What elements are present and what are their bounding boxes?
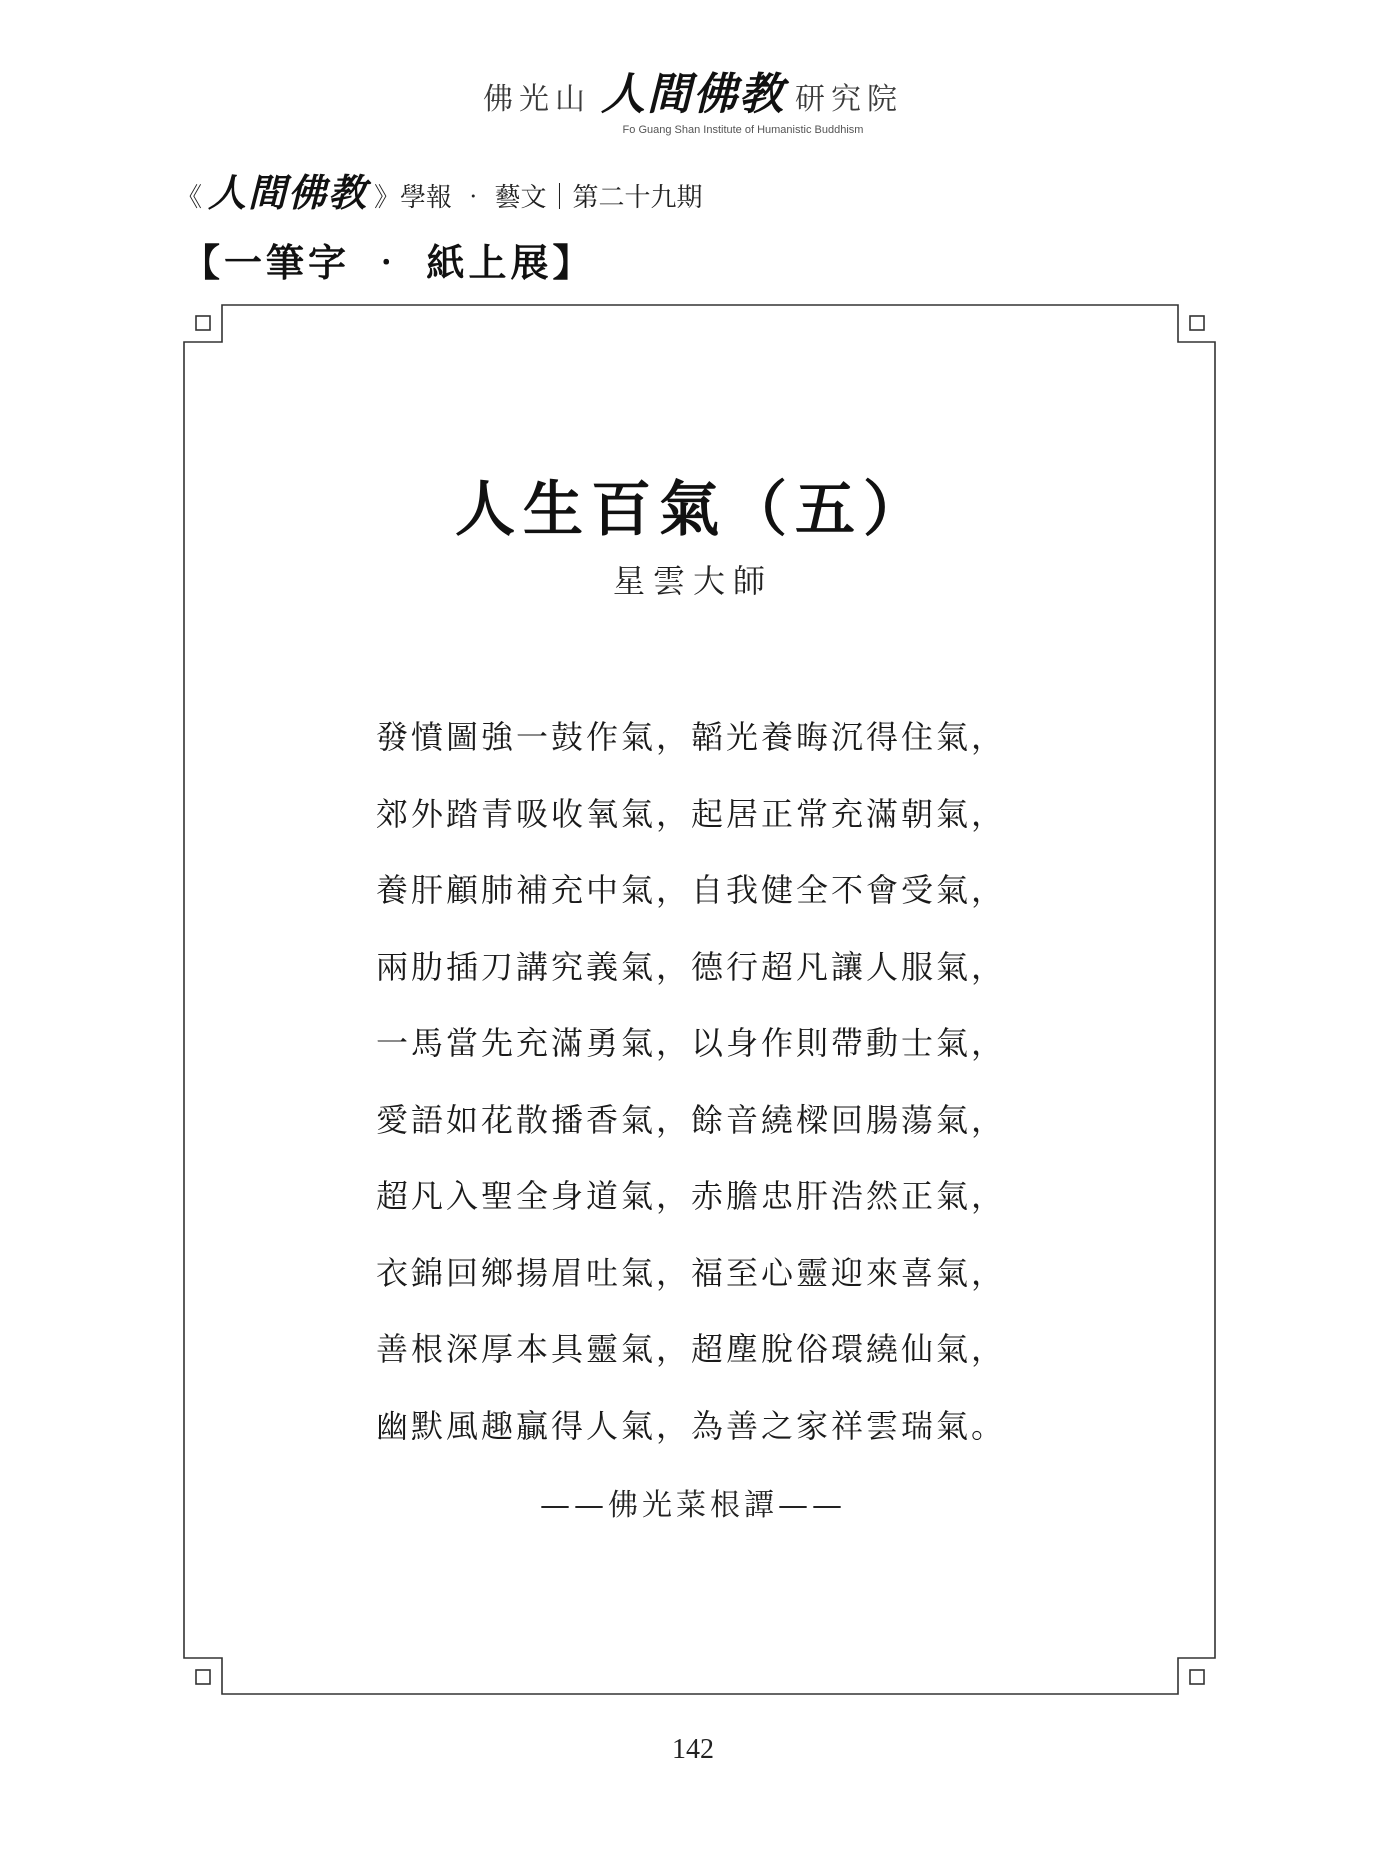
poem-line: 一馬當先充滿勇氣，以身作則帶動士氣， xyxy=(376,1024,1007,1062)
institute-brand-logo: 人間佛教 xyxy=(601,69,785,120)
poem-line: 郊外踏青吸收氧氣，起居正常充滿朝氣， xyxy=(376,794,1007,833)
journal-open-bracket: 《 xyxy=(176,183,203,213)
journal-brand-logo: 人間佛教 xyxy=(208,170,369,215)
poem-title: 人生百氣（五） xyxy=(455,475,931,545)
institute-english-name: Fo Guang Shan Institute of Humanistic Buddhism xyxy=(622,124,864,136)
poem-line: 善根深厚本具靈氣，超塵脫俗環繞仙氣， xyxy=(376,1330,1007,1368)
poem-line: 養肝顧肺補充中氣，自我健全不會受氣， xyxy=(376,871,1007,909)
poem-line: 超凡入聖全身道氣，赤膽忠肝浩然正氣， xyxy=(376,1177,1007,1215)
poem-line: 幽默風趣贏得人氣，為善之家祥雲瑞氣。 xyxy=(376,1406,1007,1445)
poem-body xyxy=(376,712,1036,1477)
institute-prefix: 佛光山 xyxy=(483,82,591,117)
poem-line: 兩肋插刀講究義氣，德行超凡讓人服氣， xyxy=(376,947,1007,986)
page-number: 142 xyxy=(672,1734,714,1765)
poem-line: 發憤圖強一鼓作氣，韜光養晦沉得住氣， xyxy=(376,718,1007,756)
section-title: 【一筆字 ‧ 紙上展】 xyxy=(182,240,595,285)
poem-line: 衣錦回鄉揚眉吐氣，福至心靈迎來喜氣， xyxy=(376,1253,1007,1292)
poem-line: 愛語如花散播香氣，餘音繞樑回腸蕩氣， xyxy=(376,1100,1007,1139)
journal-issue-text: 》學報 ‧ 藝文｜第二十九期 xyxy=(374,183,703,213)
institute-suffix: 研究院 xyxy=(795,82,903,117)
poem-author: 星雲大師 xyxy=(612,562,773,600)
poem-source: ——佛光菜根譚—— xyxy=(540,1488,846,1523)
